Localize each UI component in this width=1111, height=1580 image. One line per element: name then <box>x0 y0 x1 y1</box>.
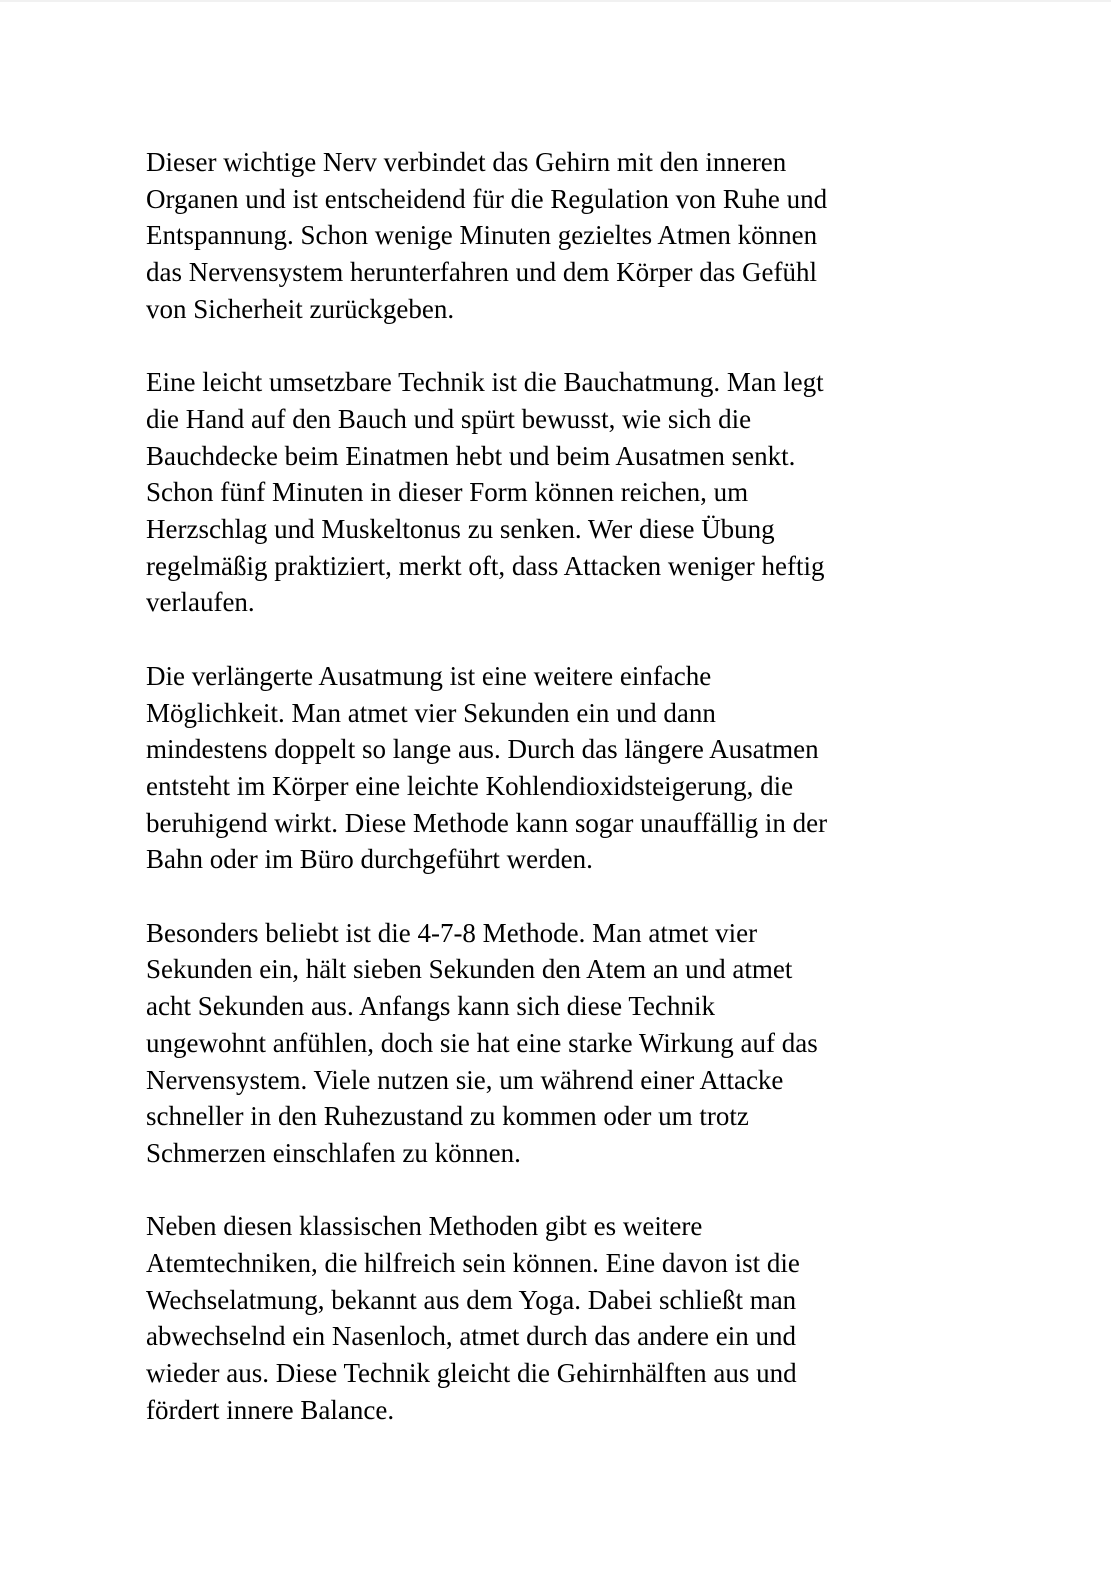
text-line: Eine leicht umsetzbare Technik ist die Bauchatmung. Man legt <box>146 367 824 398</box>
text-line: Sekunden ein, hält sieben Sekunden den Atem an und atmet <box>146 954 793 985</box>
text-line: fördert innere Balance. <box>146 1394 395 1425</box>
document-page <box>0 2 1111 1580</box>
text-line: Wechselatmung, bekannt aus dem Yoga. Dabei schließt man <box>146 1284 797 1315</box>
paragraph <box>146 364 971 621</box>
text-line: das Nervensystem herunterfahren und dem Körper das Gefühl <box>146 257 818 288</box>
text-line: entsteht im Körper eine leichte Kohlendioxidsteigerung, die <box>146 770 794 801</box>
text-line: abwechselnd ein Nasenloch, atmet durch das andere ein und <box>146 1321 797 1352</box>
paragraph <box>146 658 971 878</box>
text-line: Atemtechniken, die hilfreich sein können. Eine davon ist die <box>146 1248 800 1279</box>
text-line: verlaufen. <box>146 587 255 618</box>
text-line: Schmerzen einschlafen zu können. <box>146 1137 521 1168</box>
text-line: Dieser wichtige Nerv verbindet das Gehirn mit den inneren <box>146 147 787 177</box>
paragraph <box>146 144 971 328</box>
text-line: mindestens doppelt so lange aus. Durch das längere Ausatmen <box>146 734 819 765</box>
paragraph <box>146 1208 971 1428</box>
text-line: Die verlängerte Ausatmung ist eine weitere einfache <box>146 660 712 691</box>
text-line: schneller in den Ruhezustand zu kommen oder um trotz <box>146 1101 749 1132</box>
text-line: Organen und ist entscheidend für die Regulation von Ruhe und <box>146 183 828 214</box>
text-line: Bahn oder im Büro durchgeführt werden. <box>146 844 593 875</box>
text-line: ungewohnt anfühlen, doch sie hat eine starke Wirkung auf das <box>146 1027 818 1058</box>
text-block <box>0 2 1111 1429</box>
paragraph <box>146 915 971 1172</box>
text-line: beruhigend wirkt. Diese Methode kann sogar unauffällig in der <box>146 807 828 838</box>
text-line: Neben diesen klassischen Methoden gibt es weitere <box>146 1211 703 1242</box>
text-line: von Sicherheit zurückgeben. <box>146 293 455 324</box>
text-line: Herzschlag und Muskeltonus zu senken. Wer diese Übung <box>146 514 775 545</box>
text-line: wieder aus. Diese Technik gleicht die Gehirnhälften aus und <box>146 1358 797 1389</box>
text-line: acht Sekunden aus. Anfangs kann sich diese Technik <box>146 991 715 1022</box>
text-line: regelmäßig praktiziert, merkt oft, dass Attacken weniger heftig <box>146 550 825 581</box>
text-line: Möglichkeit. Man atmet vier Sekunden ein und dann <box>146 697 716 728</box>
text-line: Schon fünf Minuten in dieser Form können reichen, um <box>146 477 749 508</box>
text-line: die Hand auf den Bauch und spürt bewusst, wie sich die <box>146 403 752 434</box>
text-line: Bauchdecke beim Einatmen hebt und beim Ausatmen senkt. <box>146 440 796 471</box>
text-line: Entspannung. Schon wenige Minuten gezieltes Atmen können <box>146 220 818 251</box>
text-line: Besonders beliebt ist die 4-7-8 Methode. Man atmet vier <box>146 917 758 948</box>
text-line: Nervensystem. Viele nutzen sie, um während einer Attacke <box>146 1064 784 1095</box>
